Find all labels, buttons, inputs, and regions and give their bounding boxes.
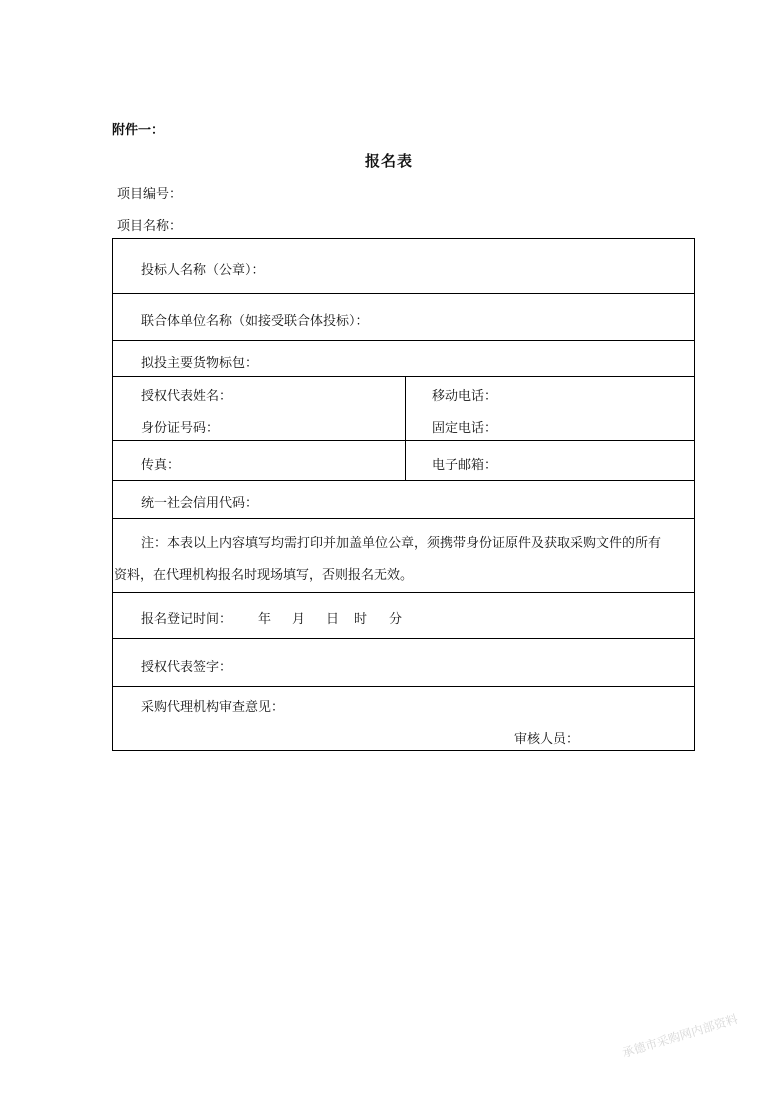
review-opinion-label: 采购代理机构审查意见： [141, 700, 285, 715]
package-label: 拟投主要货物标包： [141, 356, 259, 371]
reviewer-label: 审核人员： [514, 732, 580, 747]
note-line-2: 资料，在代理机构报名时现场填写，否则报名无效。 [114, 568, 414, 583]
note-line-1: 注：本表以上内容填写均需打印并加盖单位公章，须携带身份证原件及获取采购文件的所有 [141, 536, 662, 551]
registration-form [112, 238, 695, 751]
column-divider [405, 377, 406, 440]
rep-name-label: 授权代表姓名： [141, 389, 233, 404]
registration-time-label: 报名登记时间： [141, 612, 233, 627]
project-number-label: 项目编号： [117, 187, 183, 202]
month-label: 月 [292, 612, 306, 627]
credit-code-label: 统一社会信用代码： [141, 496, 259, 511]
row-fax-email [113, 441, 694, 481]
row-signature [113, 639, 694, 687]
watermark-text: 承德市采购网内部资料 [620, 1011, 740, 1061]
row-note [113, 519, 694, 593]
row-credit-code [113, 481, 694, 519]
hour-label: 时 [354, 612, 368, 627]
mobile-label: 移动电话： [432, 389, 498, 404]
form-title: 报名表 [364, 152, 413, 170]
id-number-label: 身份证号码： [141, 421, 220, 436]
attachment-label: 附件一： [112, 123, 165, 138]
row-bidder-name [113, 239, 694, 294]
consortium-label: 联合体单位名称（如接受联合体投标）： [141, 314, 369, 329]
fax-label: 传真： [141, 458, 181, 473]
landline-label: 固定电话： [432, 421, 498, 436]
minute-label: 分 [389, 612, 403, 627]
bidder-name-label: 投标人名称（公章）： [141, 263, 265, 278]
year-label: 年 [258, 612, 272, 627]
project-name-label: 项目名称： [117, 219, 183, 234]
row-registration-time [113, 593, 694, 639]
column-divider [405, 441, 406, 480]
row-representative [113, 377, 694, 441]
signature-label: 授权代表签字： [141, 660, 233, 675]
row-package [113, 341, 694, 377]
row-consortium [113, 294, 694, 341]
email-label: 电子邮箱： [432, 458, 498, 473]
day-label: 日 [326, 612, 340, 627]
row-review-opinion [113, 687, 694, 750]
